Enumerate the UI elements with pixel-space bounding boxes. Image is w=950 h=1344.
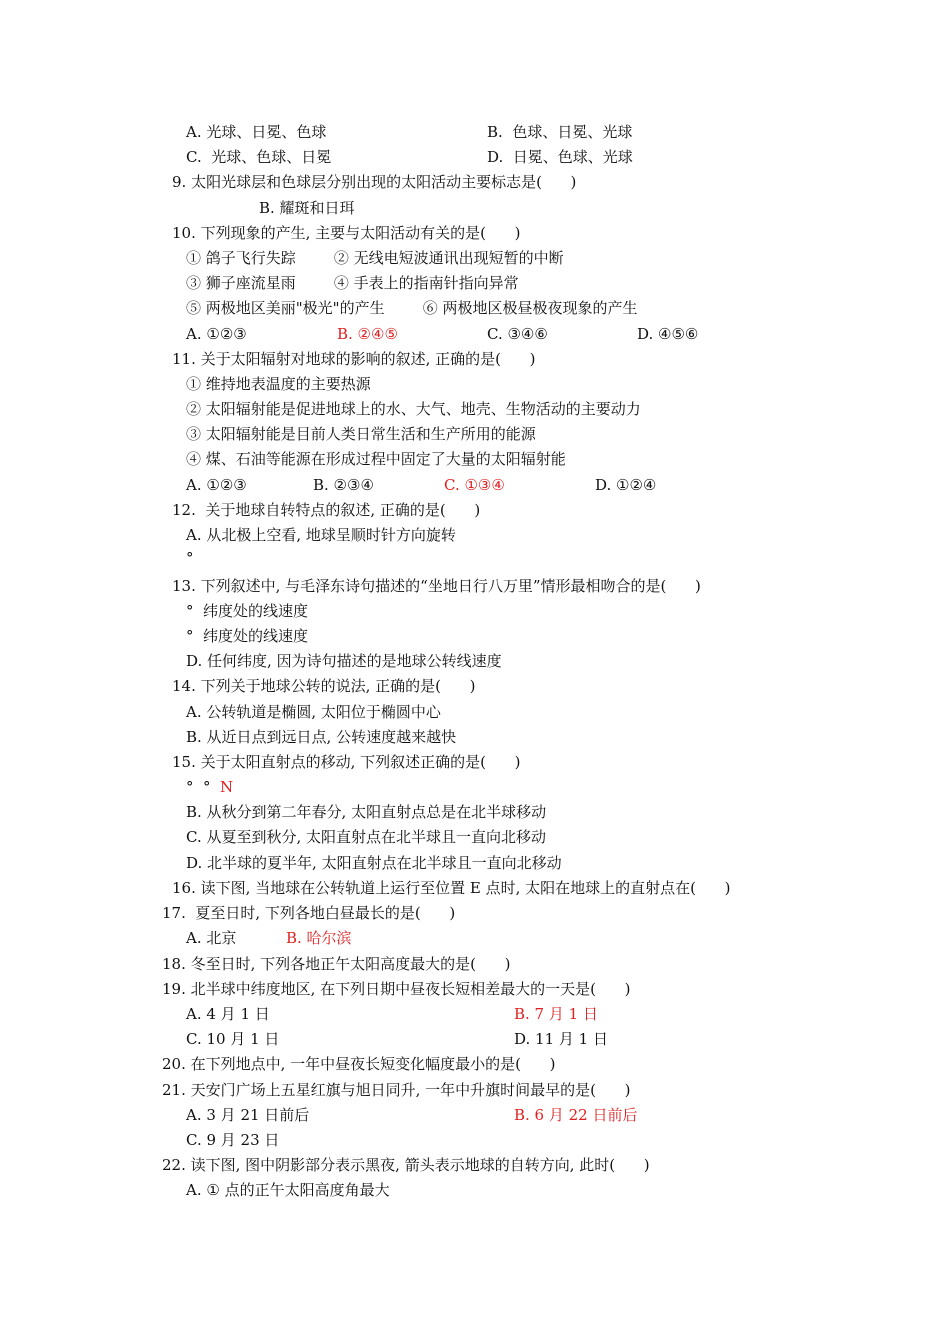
q11-item-1: ① 维持地表温度的主要热源 [186,375,371,393]
q15-degree-marks: ° ° [186,778,211,796]
q15-option-b: B. 从秋分到第二年春分, 太阳直射点总是在北半球移动 [186,803,547,821]
q19-stem: 19. 北半球中纬度地区, 在下列日期中昼夜长短相差最大的一天是( ) [162,980,631,998]
q13-line-2: ° 纬度处的线速度 [186,627,309,645]
q12-degree-mark: ° [186,549,194,567]
q22-option-a: A. ① 点的正午太阳高度角最大 [186,1181,390,1199]
q11-option-d: D. ①②④ [595,476,657,494]
q11-item-4: ④ 煤、石油等能源在形成过程中固定了大量的太阳辐射能 [186,450,566,468]
q11-item-2: ② 太阳辐射能是促进地球上的水、大气、地壳、生物活动的主要动力 [186,400,641,418]
q14-option-a: A. 公转轨道是椭圆, 太阳位于椭圆中心 [186,703,441,721]
q13-option-d: D. 任何纬度, 因为诗句描述的是地球公转线速度 [186,652,502,670]
q10-items-3: ⑤ 两极地区美丽"极光"的产生 ⑥ 两极地区极昼极夜现象的产生 [186,299,638,317]
q8-option-c: C. 光球、色球、日冕 [186,148,332,166]
q13-stem: 13. 下列叙述中, 与毛泽东诗句描述的“坐地日行八万里”情形最相吻合的是( ) [172,577,701,595]
q16-stem: 16. 读下图, 当地球在公转轨道上运行至位置 E 点时, 太阳在地球上的直射点在( ) [172,879,731,897]
q9-stem: 9. 太阳光球层和色球层分别出现的太阳活动主要标志是( ) [172,173,577,191]
q15-option-d: D. 北半球的夏半年, 太阳直射点在北半球且一直向北移动 [186,854,562,872]
q17-stem: 17. 夏至日时, 下列各地白昼最长的是( ) [162,904,456,922]
q22-stem: 22. 读下图, 图中阴影部分表示黑夜, 箭头表示地球的自转方向, 此时( ) [162,1156,650,1174]
q10-stem: 10. 下列现象的产生, 主要与太阳活动有关的是( ) [172,224,521,242]
q13-line-1: ° 纬度处的线速度 [186,602,309,620]
q11-stem: 11. 关于太阳辐射对地球的影响的叙述, 正确的是( ) [172,350,536,368]
q19-option-b-answer: B. 7 月 1 日 [514,1005,598,1023]
q10-option-d: D. ④⑤⑥ [637,325,699,343]
q8-option-a: A. 光球、日冕、色球 [186,123,327,141]
q19-option-d: D. 11 月 1 日 [514,1030,608,1048]
q18-stem: 18. 冬至日时, 下列各地正午太阳高度最大的是( ) [162,955,511,973]
q17-option-a: A. 北京 [186,929,237,947]
q21-option-a: A. 3 月 21 日前后 [186,1106,310,1124]
q21-option-c: C. 9 月 23 日 [186,1131,280,1149]
q11-option-c-answer: C. ①③④ [444,476,505,494]
q15-stem: 15. 关于太阳直射点的移动, 下列叙述正确的是( ) [172,753,521,771]
q21-option-b-answer: B. 6 月 22 日前后 [514,1106,638,1124]
q14-stem: 14. 下列关于地球公转的说法, 正确的是( ) [172,677,476,695]
q15-n-answer: N [220,778,234,796]
q19-option-a: A. 4 月 1 日 [186,1005,270,1023]
q21-stem: 21. 天安门广场上五星红旗与旭日同升, 一年中升旗时间最早的是( ) [162,1081,631,1099]
q10-option-c: C. ③④⑥ [487,325,548,343]
q10-option-a: A. ①②③ [186,325,247,343]
q14-option-b: B. 从近日点到远日点, 公转速度越来越快 [186,728,457,746]
q8-option-b: B. 色球、日冕、光球 [487,123,633,141]
q19-option-c: C. 10 月 1 日 [186,1030,280,1048]
q11-option-b: B. ②③④ [313,476,374,494]
q10-items-1: ① 鸽子飞行失踪 ② 无线电短波通讯出现短暂的中断 [186,249,564,267]
q12-option-a: A. 从北极上空看, 地球呈顺时针方向旋转 [186,526,456,544]
q8-option-d: D. 日冕、色球、光球 [487,148,633,166]
q17-option-b-answer: B. 哈尔滨 [286,929,352,947]
q11-option-a: A. ①②③ [186,476,247,494]
q12-stem: 12. 关于地球自转特点的叙述, 正确的是( ) [172,501,481,519]
q10-items-2: ③ 狮子座流星雨 ④ 手表上的指南针指向异常 [186,274,519,292]
q20-stem: 20. 在下列地点中, 一年中昼夜长短变化幅度最小的是( ) [162,1055,556,1073]
q10-option-b-answer: B. ②④⑤ [337,325,398,343]
q9-option-b: B. 耀斑和日珥 [259,199,355,217]
q15-option-c: C. 从夏至到秋分, 太阳直射点在北半球且一直向北移动 [186,828,547,846]
q11-item-3: ③ 太阳辐射能是目前人类日常生活和生产所用的能源 [186,425,536,443]
